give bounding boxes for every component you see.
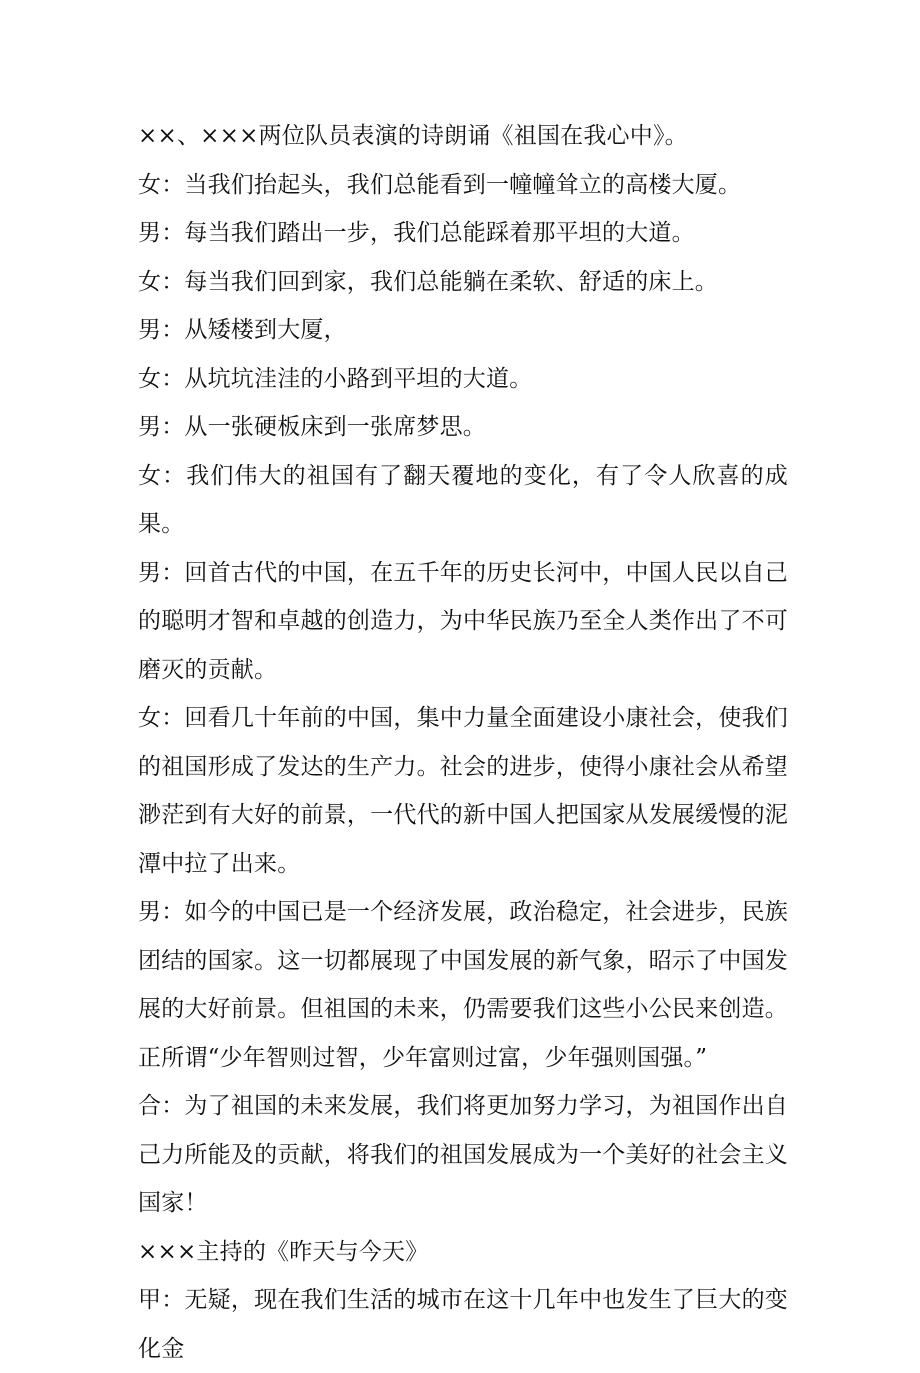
paragraph-line: 女：从坑坑洼洼的小路到平坦的大道。 bbox=[138, 365, 533, 392]
paragraph-intro-poem: ××、×××两位队员表演的诗朗诵《祖国在我心中》。 bbox=[138, 123, 688, 149]
document-body bbox=[138, 112, 788, 1373]
paragraph-line: 男：回首古代的中国，在五千年的历史长河中，中国人民以自己的聪明才智和卓越的创造力，为中华民族乃至全人类作出了不可磨灭的贡献。 bbox=[138, 559, 788, 683]
paragraph-line: 女：每当我们回到家，我们总能躺在柔软、舒适的床上。 bbox=[138, 268, 718, 295]
paragraph-line: 男：每当我们踏出一步，我们总能踩着那平坦的大道。 bbox=[138, 220, 695, 246]
paragraph-line: 女：回看几十年前的中国，集中力量全面建设小康社会，使我们的祖国形成了发达的生产力。社会的进步，使得小康社会从希望渺茫到有大好的前景，一代代的新中国人把国家从发展缓慢的泥潭中拉了出来。 bbox=[138, 705, 788, 877]
paragraph-line: 甲：无疑，现在我们生活的城市在这十几年中也发生了巨大的变化金 bbox=[138, 1287, 788, 1362]
paragraph-line: 男：从一张硬板床到一张席梦思。 bbox=[138, 414, 486, 440]
paragraph-line: 合：为了祖国的未来发展，我们将更加努力学习，为祖国作出自己力所能及的贡献，将我们的祖国发展成为一个美好的社会主义国家！ bbox=[138, 1093, 788, 1216]
paragraph-line: 女：当我们抬起头，我们总能看到一幢幢耸立的高楼大厦。 bbox=[138, 171, 742, 198]
paragraph-line: 男：从矮楼到大厦， bbox=[138, 317, 347, 343]
paragraph-intro-dialogue: ×××主持的《昨天与今天》 bbox=[138, 1238, 429, 1265]
paragraph-line: 女：我们伟大的祖国有了翻天覆地的变化，有了令人欣喜的成果。 bbox=[138, 462, 788, 537]
paragraph-line: 男：如今的中国已是一个经济发展，政治稳定，社会进步，民族团结的国家。这一切都展现了中国发展的新气象，昭示了中国发展的大好前景。但祖国的未来，仍需要我们这些小公民来创造。正所谓“少年智则过智，少年富则过富，少年强则国强。” bbox=[138, 899, 788, 1071]
